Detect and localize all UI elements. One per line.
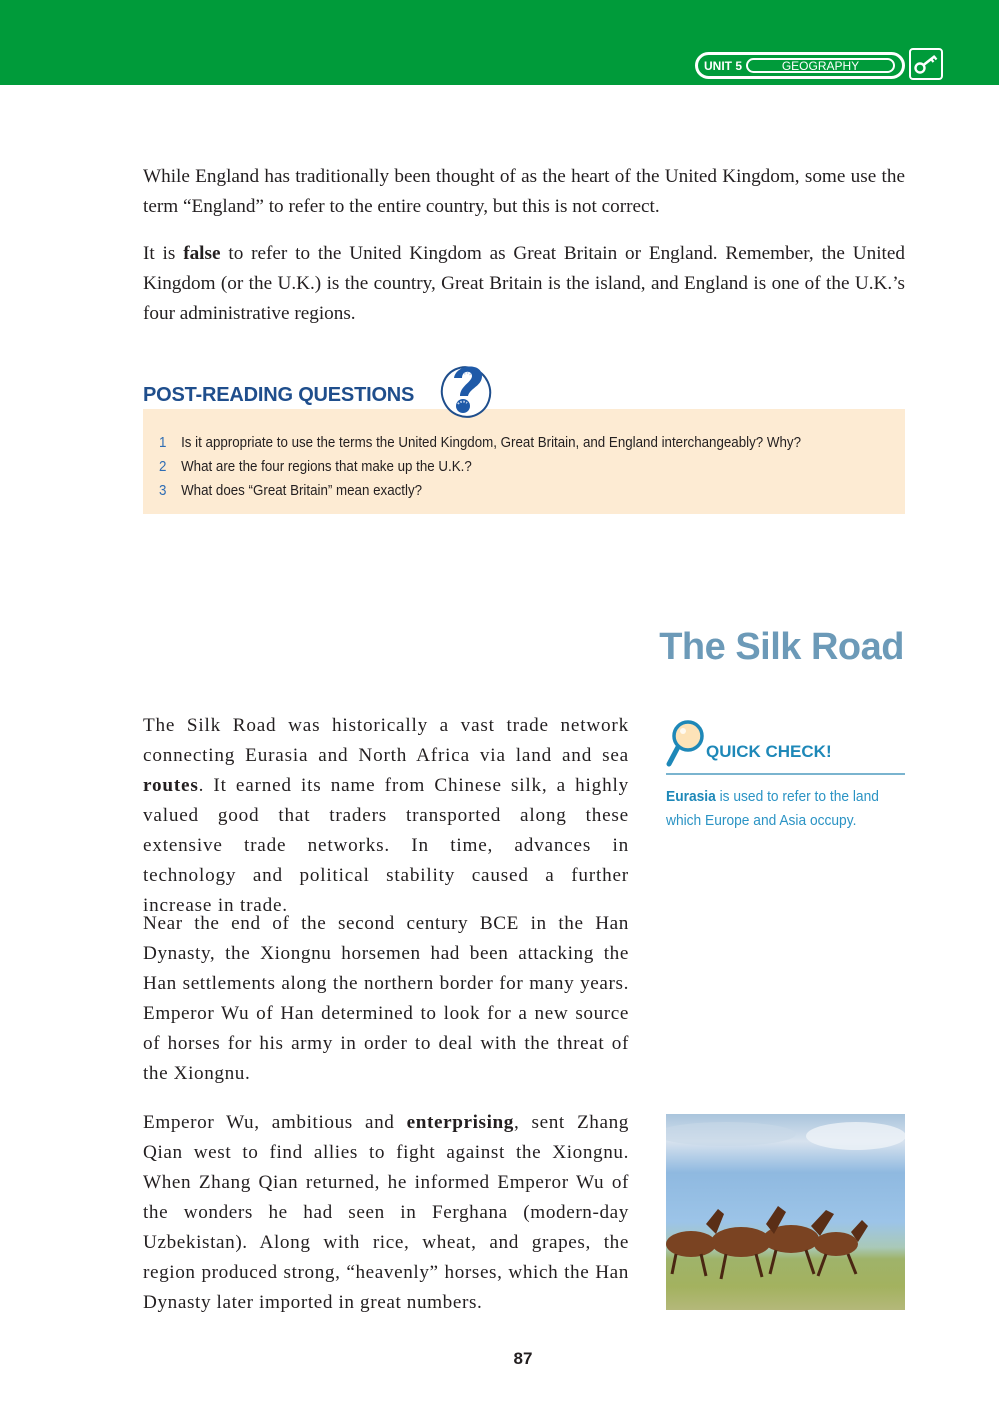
text-run: . It earned its name from Chinese silk, a highly valued good that traders transported along these extensive trade networks. In time, advances in technology and political stability caused a further increase in trade. (143, 775, 629, 916)
unit-topic: GEOGRAPHY (746, 58, 895, 73)
bold-term: false (183, 243, 221, 264)
question-number: 1 (159, 435, 167, 451)
header-band (0, 0, 999, 85)
question-mark-icon (436, 360, 496, 420)
silk-road-paragraph-3 (143, 1108, 629, 1318)
magnifier-icon (666, 718, 706, 770)
quick-check-divider (666, 773, 905, 775)
unit-badge (695, 52, 905, 79)
question-item (159, 479, 845, 503)
page-number: 87 (513, 1349, 533, 1368)
unit-label: UNIT 5 (704, 58, 743, 73)
question-text: What does “Great Britain” mean exactly? (181, 483, 423, 499)
section-title: The Silk Road (659, 626, 904, 668)
text-run: It is (143, 243, 184, 264)
question-number: 2 (159, 459, 167, 475)
quick-check-term: Eurasia (666, 789, 716, 805)
intro-paragraph-2 (143, 239, 905, 329)
question-text: What are the four regions that make up the U.K.? (181, 459, 472, 475)
quick-check-definition (666, 785, 894, 833)
silk-road-paragraph-2: Near the end of the second century BCE in the Han Dynasty, the Xiongnu horsemen had been attacking the Han settlements along the northern border for many years. Emperor Wu of Han determined to look for a new source of horses for his army in order to deal with the threat of the Xiongnu. (143, 913, 629, 1084)
questions-box (143, 409, 905, 514)
bold-term: routes (143, 775, 199, 796)
bold-term: enterprising (406, 1112, 515, 1133)
text-run: , sent Zhang Qian west to find allies to fight against the Xiongnu. When Zhang Qian returned, he informed Emperor Wu of the wonders he had seen in Ferghana (modern-day Uzbekistan). Along with rice, wheat, and grapes, the region produced strong, “heavenly” horses, which the Han Dynasty later imported in great numbers. (143, 1112, 629, 1313)
text-run: Emperor Wu, ambitious and (143, 1112, 407, 1133)
key-icon (909, 48, 943, 80)
silk-road-paragraph-1 (143, 711, 629, 921)
intro-paragraph-1: While England has traditionally been thought of as the heart of the United Kingdom, some use the term “England” to refer to the entire country, but this is not correct. (143, 166, 905, 217)
text-run: is used to refer to the land which Europe and Asia occupy. (666, 789, 879, 829)
question-number: 3 (159, 483, 167, 499)
text-run: The Silk Road was historically a vast trade network connecting Eurasia and North Africa via land and sea (143, 715, 629, 766)
horses-photo (666, 1114, 905, 1310)
question-item (159, 455, 845, 479)
question-item (159, 431, 845, 455)
text-run: to refer to the United Kingdom as Great Britain or England. Remember, the United Kingdom (or the U.K.) is the country, Great Britain is the island, and England is one of the U.K.’s four administrative regions. (143, 243, 905, 324)
question-text: Is it appropriate to use the terms the United Kingdom, Great Britain, and England interchangeably? Why? (181, 435, 802, 451)
quick-check-title: QUICK CHECK! (706, 742, 832, 761)
post-reading-title: POST-READING QUESTIONS (143, 384, 415, 406)
